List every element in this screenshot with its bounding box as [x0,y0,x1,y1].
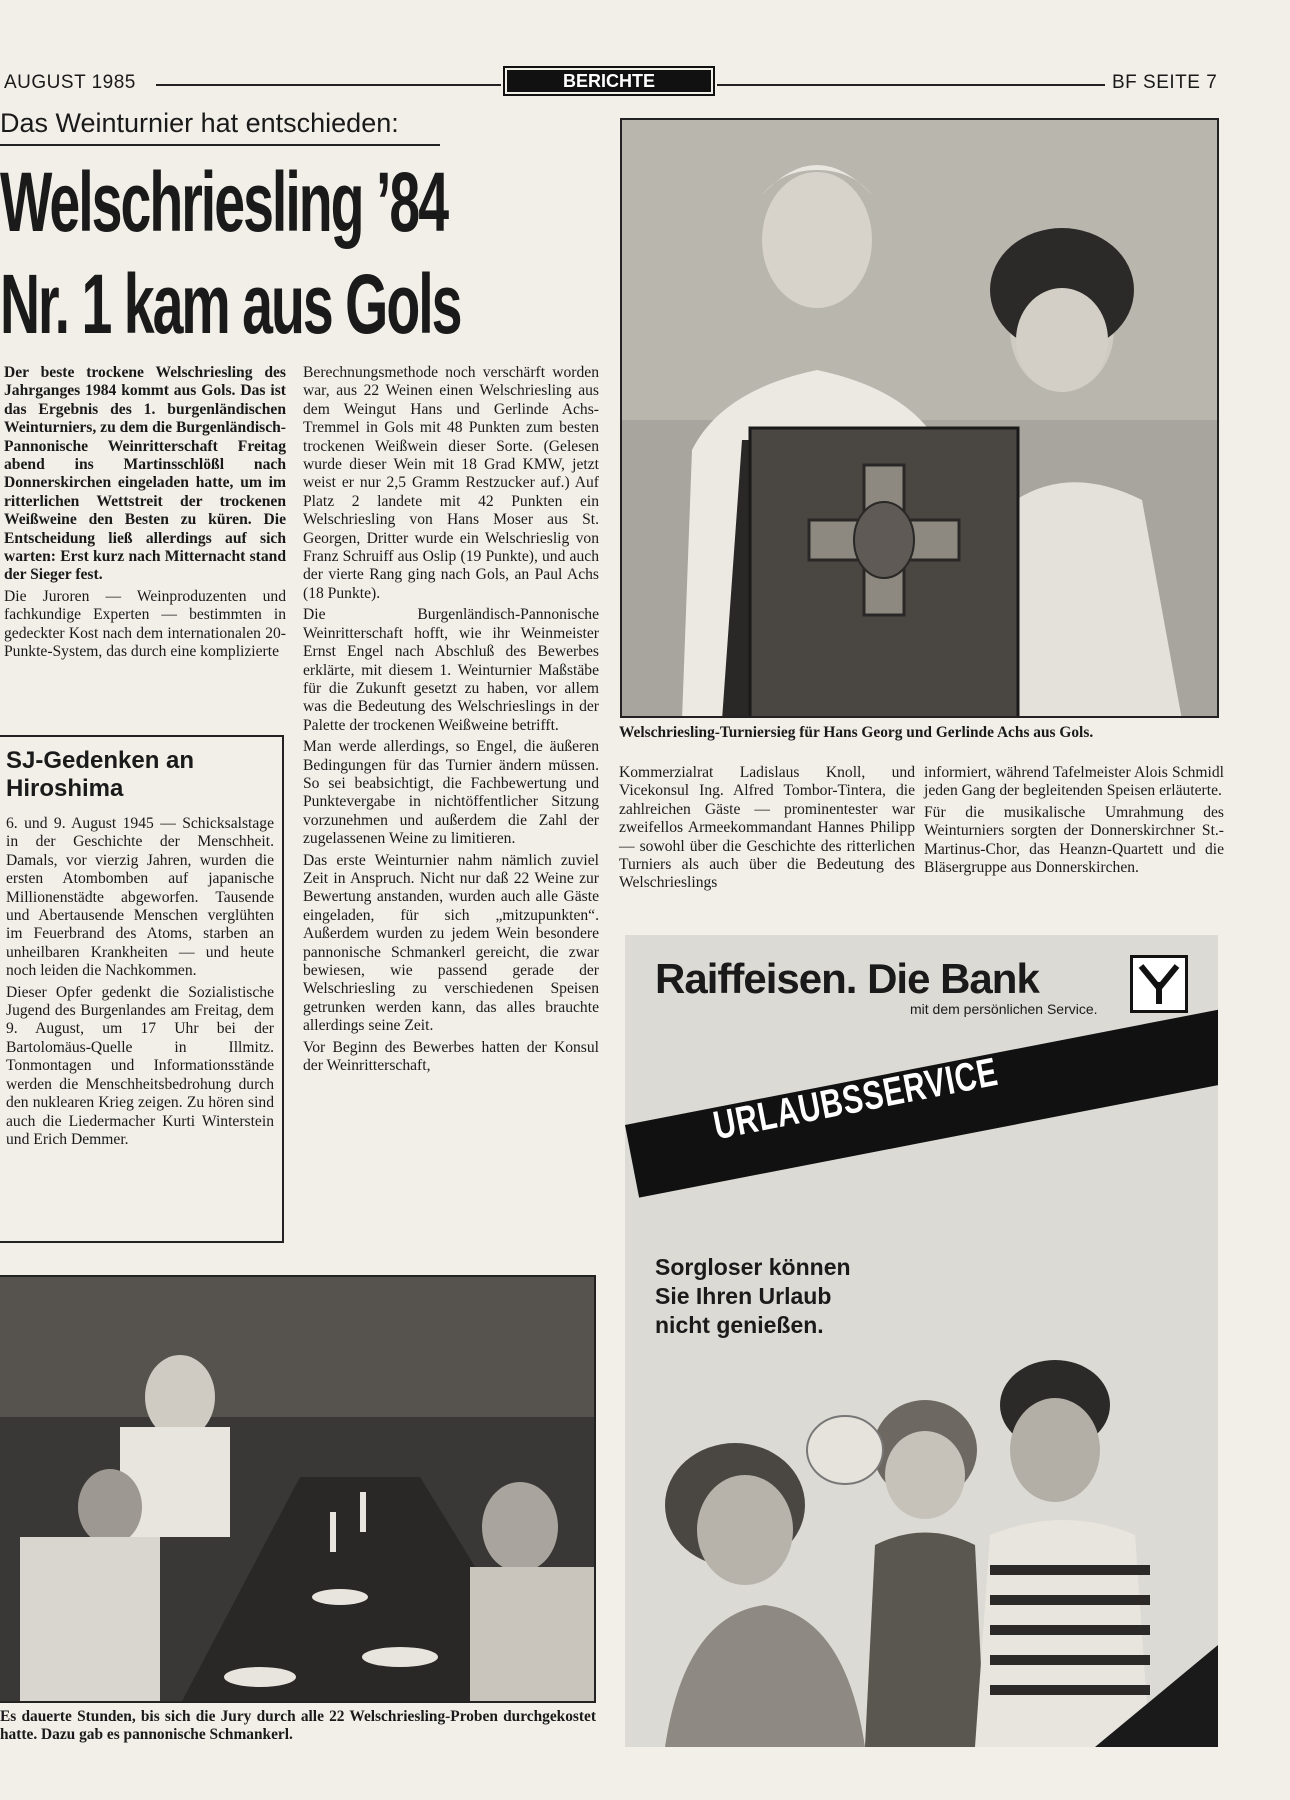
article-lead: Der beste trockene Welschriesling des Jahrganges 1984 kommt aus Gols. Das ist das Ergebnis des 1. burgenländischen Weinturniers, zu dem die Burgenländisch-Pannonische Weinritterschaft Freitag abend ins Martinsschlößl nach Donnerskirchen eingeladen hatte, um im ritterlichen Wettstreit der trockenen Weißweine den Besten zu küren. Die Entscheidung ließ allerdings auf sich warten: Erst kurz nach Mitternacht stand der Sieger fest. [4,364,287,584]
article-paragraph: Das erste Weinturnier nahm nämlich zuviel Zeit in Anspruch. Nicht nur daß 22 Weine zur Bewertung anstanden, wurden auch alle Gäste eingeladen, für sich „mitzupunkten“. Außerdem wurden zu jedem Wein besondere pannonische Schmankerl gereicht, die zwar bewiesen, wie passend gerade der Welschriesling zu verschiedenen Speisen getrunken werden kann, das alles brauchte allerdings seine Zeit. [303,851,599,1035]
article-paragraph: Vor Beginn des Bewerbes hatten der Konsul der Weinritterschaft, [303,1038,599,1075]
winners-photo-image [622,120,1219,718]
page-number: BF SEITE 7 [1112,72,1218,93]
jury-photo-caption: Es dauerte Stunden, bis sich die Jury durch alle 22 Welschriesling-Proben durchgekostet hatte. Dazu gab es pannonische Schmankerl. [0,1708,596,1744]
sidebar-paragraph: 6. und 9. August 1945 — Schicksalstage in der Geschichte der Menschheit. Damals, vor vierzig Jahren, wurden die ersten Atombomben auf japanische Millionenstädte abgeworfen. Tausende und Abertausende Menschen verglühten im Feuerbrand des Atoms, starben an unheilbaren Krankheiten — und heute noch leiden die Nachkommen. [6,815,274,980]
article-column-2 [303,364,599,1078]
ad-brand: Raiffeisen. Die Bank [655,955,1039,1002]
headline-line-2: Nr. 1 kam aus Gols [0,257,461,351]
article-paragraph: Man werde allerdings, so Engel, die äußeren Bedingungen für das Turnier ändern müssen. So sei beabsichtigt, die Fachbewertung und Punktevergabe in nichtöffentlicher Sitzung vorzunehmen und außerdem die Zahl der zugelassenen Weine zu limitieren. [303,738,599,848]
article-paragraph: Berechnungsmethode noch verschärft worden war, aus 22 Weinen einen Welschriesling aus dem Weingut Hans und Gerlinde Achs-Tremmel in Gols mit 48 Punkten zum besten trockenen Weißwein dieser Sorte. (Gelesen wurde dieser Wein mit 18 Grad KMW, jetzt weist er nur 2,5 Gramm Restzucker auf.) Auf Platz 2 landete mit 42 Punkten ein Welschriesling von Hans Moser aus St. Georgen, Dritter wurde ein Welschrieslig von Franz Schruiff aus Oslip (19 Punkte), und auch der vierte Rang ging nach Gols, an Paul Achs (18 Punkte). [303,364,599,602]
ad-slogan: Sorgloser können Sie Ihren Urlaub nicht genießen. [655,1254,851,1338]
section-label [503,66,715,96]
article-paragraph: informiert, während Tafelmeister Alois Schmidl jeden Gang der begleitenden Speisen erläuterte. [924,764,1224,800]
article-paragraph: Die Burgenländisch-Pannonische Weinritterschaft hofft, wie ihr Weinmeister Ernst Engel nach Abschluß des Bewerbes erklärte, mit diesem 1. Weinturnier Maßstäbe für die Zukunft gesetzt zu haben, vor allem was die Bedeutung des Welschrieslings in der Palette der trockenen Weißweine betrifft. [303,606,599,734]
winners-photo-caption: Welschriesling-Turniersieg für Hans Georg und Gerlinde Achs aus Gols. [619,724,1094,741]
kicker-underline [0,144,440,146]
ad-tagline: mit dem persönlichen Service. [910,1001,1098,1017]
jury-table-photo-image [0,1277,596,1703]
article-column-3 [619,764,915,896]
ad-family-photo [625,1355,1218,1747]
section-label-text: BERICHTE [507,70,711,92]
jury-table-photo [0,1275,596,1703]
article-paragraph: Die Juroren — Weinproduzenten und fachkundige Experten — bestimmten in gedeckter Kost nach dem internationalen 20-Punkte-System, das durch eine komplizierte [4,587,286,661]
header-rule-left [156,84,501,86]
article-kicker: Das Weinturnier hat entschieden: [0,108,399,138]
article-paragraph: Für die musikalische Umrahmung des Weinturniers sorgten der Donnerskirchner St.-Martinus-Chor, das Heanzn-Quartett und die Bläsergruppe aus Donnerskirchen. [924,803,1224,877]
raiffeisen-logo-icon [1130,955,1188,1013]
article-paragraph: Kommerzialrat Ladislaus Knoll, und Vicekonsul Ing. Alfred Tombor-Tintera, die zahlreichen Gäste — prominentester war zweifellos Armeekommandant Hannes Philipp — sowohl über die Geschichte des ritterlichen Turniers als auch über die Bedeutung des Welschrieslings [619,764,915,892]
article-column-4 [924,764,1224,880]
ad-banner-text: URLAUBSSERVICE [710,1049,1002,1149]
winners-photo [620,118,1219,718]
headline-line-1: Welschriesling ’84 [0,155,448,249]
sidebar-paragraph: Dieser Opfer gedenkt die Sozialistische Jugend des Burgenlandes am Freitag, dem 9. August, um 17 Uhr bei der Bartolomäus-Quelle in Illmitz. Tonmontagen und Informationsstände werden die Menschheitsbedrohung durch den nuklearen Krieg zeigen. Zu hören sind auch die Liedermacher Kurti Winterstein und Erich Demmer. [6,983,274,1148]
issue-date: AUGUST 1985 [4,72,136,93]
sidebar-title: SJ-Gedenken an Hiroshima [6,747,195,802]
raiffeisen-advertisement [625,935,1218,1747]
sidebar-box [0,735,284,1243]
header-rule-right [717,84,1105,86]
article-column-1 [4,364,286,665]
